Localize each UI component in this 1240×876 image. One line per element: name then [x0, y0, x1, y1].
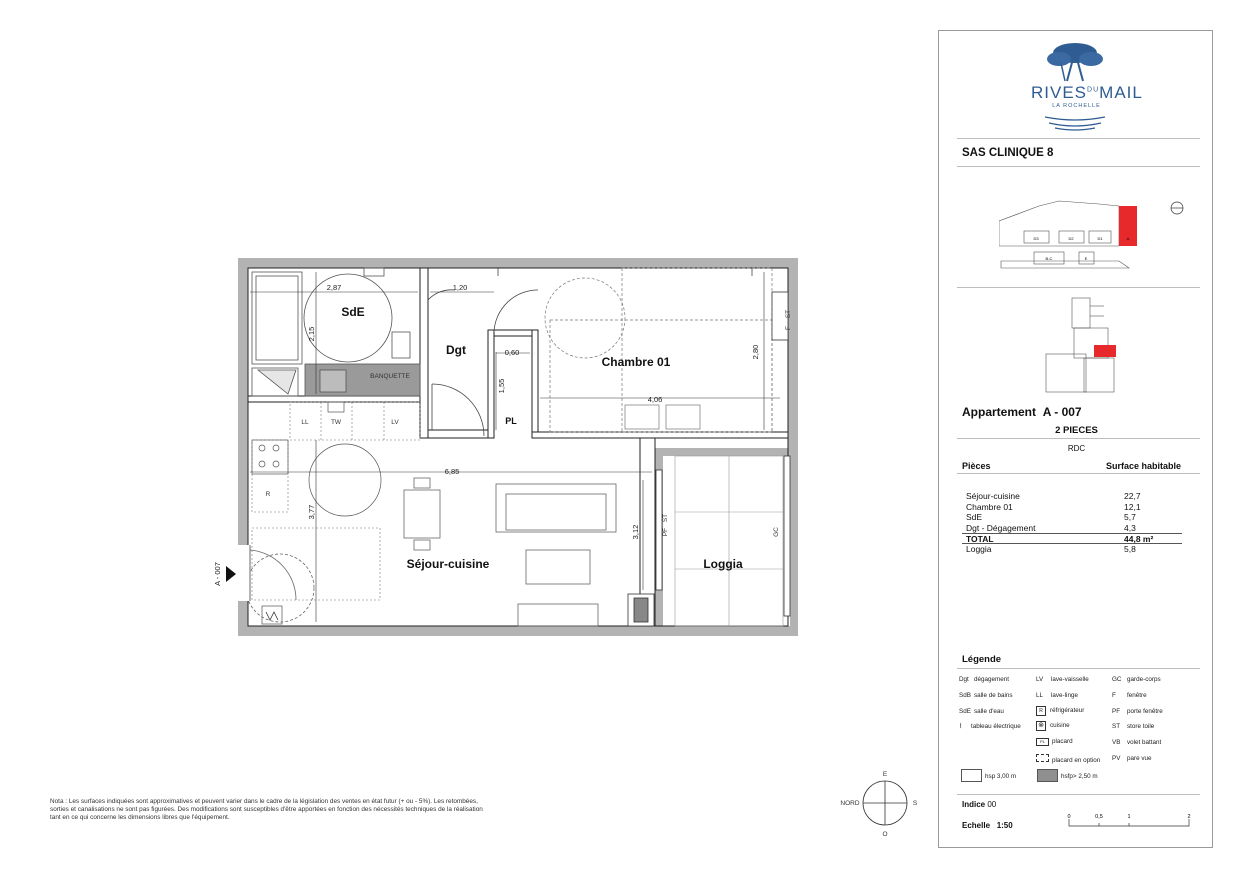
surface-row — [966, 544, 1176, 555]
info-panel — [938, 30, 1213, 848]
disclaimer-note: Nota : Les surfaces indiquées sont approximatives et peuvent varier dans le cadre de la législation des ventes en état futur (+ ou - 5%). Les retombées, sorties et canalisations ne sont pas figurées. Des modifications sont susceptibles d'être apportées en fonction des nécessités techniques de la réalisation tant en ce qui concerne les dimensions libres que l'équipement. — [50, 798, 483, 821]
compass-east: S — [912, 800, 918, 807]
indice-value: 00 — [987, 800, 997, 809]
legend-value: store toile — [1127, 723, 1155, 730]
scale-bar — [1064, 811, 1194, 831]
legend-value: fenêtre — [1127, 692, 1147, 699]
logo-name: RIVES — [1031, 83, 1088, 102]
legend-item — [959, 676, 1009, 683]
label-tw: TW — [330, 419, 342, 426]
bedroom-furniture — [545, 268, 772, 432]
surface-row-value: 22,7 — [1124, 491, 1141, 501]
living-furniture — [246, 478, 616, 626]
echelle — [962, 821, 1013, 830]
scale-tick-1: 1 — [1127, 814, 1131, 820]
legend-key: SdB — [959, 692, 971, 699]
legend-item — [1112, 723, 1154, 730]
loggia-name: Loggia — [966, 543, 992, 554]
fridge-icon: R — [1036, 706, 1046, 716]
legend-item — [1112, 692, 1147, 699]
closet-icon: PL — [1036, 738, 1049, 746]
label-st-door: ST — [662, 513, 669, 523]
hsp-swatch-white — [961, 769, 982, 782]
legend-item — [1112, 676, 1161, 683]
divider — [957, 473, 1200, 474]
legend-item — [1112, 739, 1161, 746]
label-lv: LV — [391, 419, 399, 426]
dim-3-77: 3,77 — [307, 504, 316, 520]
divider — [957, 438, 1200, 439]
legend-item — [959, 708, 1004, 715]
divider — [957, 794, 1200, 795]
dim-1-55: 1,55 — [497, 378, 506, 394]
banquette-label: BANQUETTE — [370, 373, 410, 380]
legend-value: lave-vaisselle — [1051, 676, 1089, 683]
hsp-swatch-grey — [1037, 769, 1058, 782]
legend-key: ST — [1112, 723, 1121, 730]
apartment-type: 2 PIECES — [1055, 425, 1098, 436]
surface-row — [966, 523, 1176, 534]
legend-value: réfrigérateur — [1050, 707, 1085, 714]
surface-row-name: Séjour-cuisine — [966, 491, 1020, 501]
dim-2-15: 2,15 — [307, 326, 316, 342]
legend-item — [1112, 755, 1152, 762]
loggia-value: 5,8 — [1124, 543, 1136, 554]
label-gc: GC — [773, 527, 780, 537]
compass-north: E — [882, 771, 888, 778]
label-r: R — [265, 491, 271, 498]
legend-item — [1036, 706, 1084, 716]
keyplan-label: B-C — [1045, 256, 1053, 261]
scale-tick-2: 2 — [1187, 814, 1191, 820]
surface-row — [966, 491, 1176, 502]
floor-keyplan — [1044, 296, 1124, 396]
entrance-opening — [236, 545, 250, 601]
keyplan-label: D1 — [1097, 236, 1103, 241]
legend-item — [959, 723, 1021, 730]
legend-value: cuisine — [1050, 722, 1070, 729]
col-surface: Surface habitable — [1106, 461, 1182, 471]
dimension-lines — [250, 272, 780, 622]
logo-city: LA ROCHELLE — [1052, 103, 1101, 109]
legend-key: SdE — [959, 708, 971, 715]
divider — [957, 668, 1200, 669]
legend-key: PV — [1112, 755, 1121, 762]
hsp-label-1: hsp 3,00 m — [985, 773, 1017, 780]
legend-value: garde-corps — [1127, 676, 1161, 683]
entrance-arrow-icon — [226, 566, 236, 582]
apartment-id: A - 007 — [1042, 405, 1082, 419]
legend-item — [1036, 676, 1089, 683]
legend-key: LV — [1036, 676, 1044, 683]
label-ll: LL — [301, 419, 309, 426]
compass-icon — [863, 781, 907, 825]
echelle-label: Echelle — [962, 821, 991, 830]
dim-6-85: 6,85 — [444, 467, 460, 476]
indice — [962, 800, 996, 809]
legend-value: salle d'eau — [974, 708, 1004, 715]
project-name: SAS CLINIQUE 8 — [962, 147, 1054, 159]
col-rooms: Pièces — [962, 461, 991, 471]
keyplan-label: A — [1126, 236, 1130, 241]
indice-label: Indice — [962, 800, 986, 809]
room-label-dgt: Dgt — [446, 343, 466, 357]
divider — [957, 138, 1200, 139]
surface-total-value: 44,8 m² — [1124, 534, 1154, 545]
echelle-value: 1:50 — [996, 821, 1013, 830]
kitchen-fixtures — [252, 402, 420, 600]
divider — [957, 166, 1200, 167]
surface-total-row — [962, 533, 1182, 544]
exterior-walls — [238, 258, 798, 636]
dim-0-60: 0,60 — [504, 348, 520, 357]
interior-walls — [248, 268, 788, 626]
compass-south: O — [882, 831, 888, 838]
legend-value: placard — [1052, 738, 1073, 745]
divider — [957, 287, 1200, 288]
surface-total-name: TOTAL — [966, 534, 994, 545]
dim-3-12: 3,12 — [631, 524, 640, 540]
legend-value: placard en option — [1052, 757, 1101, 764]
logo-text — [1031, 83, 1143, 103]
dim-2-87: 2,87 — [326, 283, 342, 292]
legend-value: tableau électrique — [971, 723, 1021, 730]
legend-value: porte fenêtre — [1127, 708, 1163, 715]
scale-tick-0: 0 — [1067, 814, 1071, 820]
legend-title: Légende — [962, 654, 1002, 665]
room-label-pl: PL — [505, 416, 517, 426]
surface-row-name: Chambre 01 — [966, 501, 1013, 512]
room-label-sde: SdE — [341, 305, 365, 319]
surface-row-name: SdE — [966, 512, 983, 523]
surface-row-value: 4,3 — [1124, 522, 1136, 533]
surface-row — [966, 502, 1176, 513]
legend-key: LL — [1036, 692, 1044, 699]
keyplan-label: E — [1084, 256, 1088, 261]
keyplan-label: D3 — [1033, 236, 1039, 241]
room-label-loggia: Loggia — [703, 557, 743, 571]
surface-row-name: Dgt - Dégagement — [966, 522, 1036, 533]
electric-panel-icon: ⌇ — [959, 723, 963, 730]
level: RDC — [1067, 444, 1086, 453]
loggia-grid — [675, 456, 783, 626]
kitchen-appliances — [252, 402, 381, 516]
legend-value: lave-linge — [1051, 692, 1078, 699]
label-st-window: ST — [785, 309, 792, 319]
legend-item — [959, 692, 1013, 699]
legend-key: PF — [1112, 708, 1121, 715]
entrance-label: A - 007 — [213, 562, 222, 586]
legend-value: pare vue — [1127, 755, 1152, 762]
surface-table — [966, 491, 1182, 555]
apartment-label: Appartement — [962, 405, 1037, 419]
keyplan-label: D2 — [1068, 236, 1074, 241]
legend-value: salle de bains — [974, 692, 1013, 699]
legend-item — [1036, 721, 1070, 731]
dim-4-06: 4,06 — [647, 395, 663, 404]
legend-key: F — [1112, 692, 1116, 699]
optional-closet-icon — [1036, 754, 1049, 762]
doors — [428, 268, 752, 436]
legend-key: VB — [1112, 739, 1121, 746]
hsp-label-2: hsfp> 2,50 m — [1061, 773, 1098, 780]
legend-key: Dgt — [959, 676, 969, 683]
scale-tick-05: 0,5 — [1095, 814, 1103, 820]
site-keyplan — [999, 186, 1199, 271]
legend-item — [1112, 708, 1163, 715]
dim-1-20: 1,20 — [452, 283, 468, 292]
room-label-chambre: Chambre 01 — [601, 355, 671, 369]
surface-row-value: 12,1 — [1124, 501, 1141, 512]
floor-keyplan-highlight — [1094, 345, 1116, 357]
legend-value: dégagement — [974, 676, 1010, 683]
legend-item — [1036, 738, 1073, 746]
label-pf: PF — [662, 527, 669, 537]
label-f: F — [785, 326, 792, 330]
legend-item — [1036, 754, 1100, 764]
dim-2-80: 2,80 — [751, 344, 760, 360]
apartment-heading — [962, 405, 1082, 419]
logo-du: DU — [1087, 86, 1100, 94]
logo-mail: MAIL — [1099, 83, 1143, 102]
legend-key: GC — [1112, 676, 1122, 683]
legend-item — [1036, 692, 1078, 699]
compass-west: NORD — [840, 800, 860, 807]
surface-row — [966, 512, 1176, 523]
surface-row-value: 5,7 — [1124, 512, 1136, 523]
legend-value: volet battant — [1127, 739, 1162, 746]
room-label-sejour: Séjour-cuisine — [406, 557, 490, 571]
cooktop-icon: ⊗ — [1036, 721, 1046, 731]
